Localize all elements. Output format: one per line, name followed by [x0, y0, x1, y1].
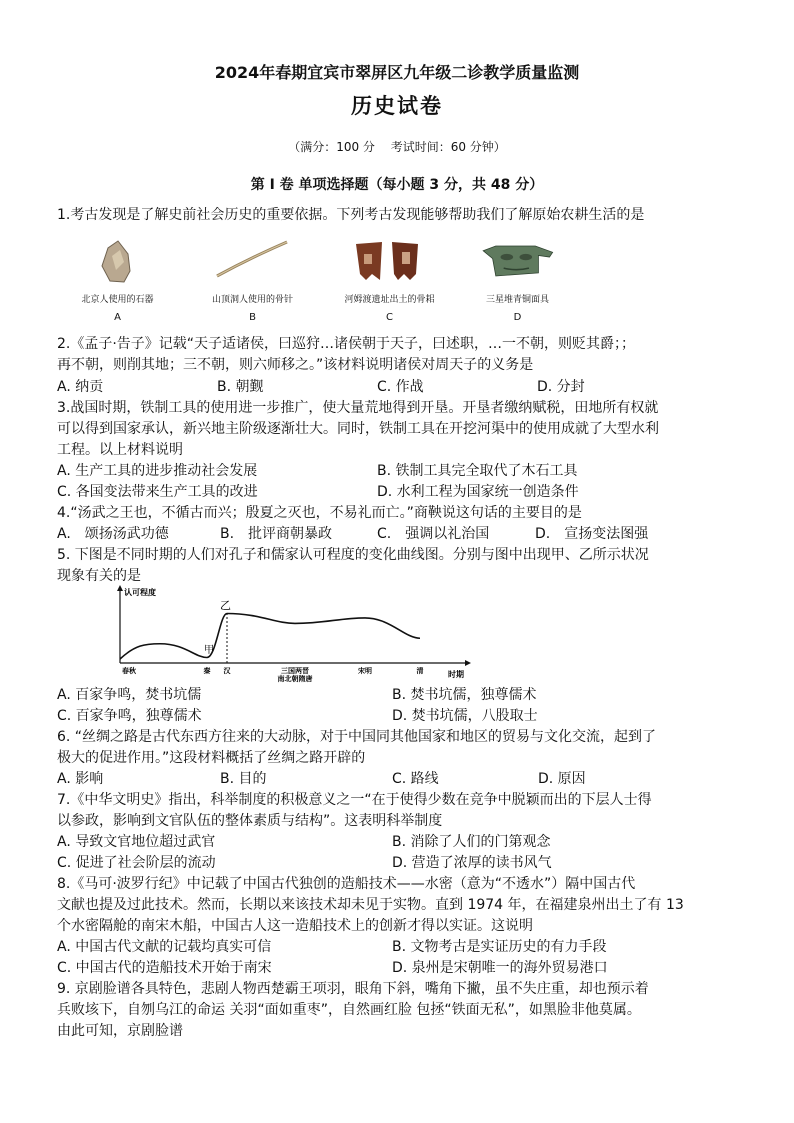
bronze-mask-image	[480, 236, 555, 286]
q3-option-c: C. 各国变法带来生产工具的改进	[57, 484, 258, 500]
q6-option-d: D. 原因	[538, 771, 586, 787]
x-tick-label: 春秋	[122, 667, 136, 675]
figure-caption: 河姆渡遗址出土的骨耜	[344, 295, 435, 305]
x-axis-arrow	[465, 660, 471, 666]
x-tick-label: 汉	[223, 667, 231, 675]
figure-a	[60, 236, 170, 326]
q2-line-1: 2.《孟子·告子》记载“天子适诸侯，曰巡狩…诸侯朝于天子，曰述职，…一不朝，则贬其爵；；	[57, 336, 636, 352]
q8-option-b: B. 文物考古是实证历史的有力手段	[392, 939, 607, 955]
q2-option-b: B. 朝觐	[217, 379, 264, 395]
figure-d	[460, 236, 570, 326]
q8-option-d: D. 泉州是宋朝唯一的海外贸易港口	[392, 960, 608, 976]
q6-line-2: 极大的促进作用。”这段材料概括了丝绸之路开辟的	[57, 750, 366, 766]
section-heading: 第 I 卷 单项选择题（每小题 3 分，共 48 分）	[250, 177, 544, 193]
q3-line-1: 3.战国时期，铁制工具的使用进一步推广，使大量荒地得到开垦。开垦者缴纳赋税，田地所有权就	[57, 400, 659, 416]
q7-option-c: C. 促进了社会阶层的流动	[57, 855, 216, 871]
q7-line-2: 以参政，影响到文官队伍的整体素质与结构”。这表明科举制度	[57, 813, 443, 829]
exam-meta: （满分：100 分 考试时间：60 分钟）	[288, 140, 506, 154]
q2-option-c: C. 作战	[377, 379, 424, 395]
q8-option-c: C. 中国古代的造船技术开始于南宋	[57, 960, 272, 976]
figure-letter: B	[249, 312, 256, 323]
subject-title: 历史试卷	[351, 93, 443, 118]
figure-caption: 山顶洞人使用的骨针	[211, 295, 293, 305]
x-tick-label: 秦	[203, 667, 211, 675]
figure-letter: A	[114, 312, 121, 323]
q8-line-3: 个水密隔舱的南宋木船，中国古人这一造船技术上的创新才得以实证。这说明	[57, 918, 533, 934]
q4-stem: 4.“汤武之王也，不循古而兴；殷夏之灭也，不易礼而亡。”商鞅说这句话的主要目的是	[57, 505, 582, 521]
figure-letter: D	[513, 312, 522, 323]
q1-figures	[60, 236, 580, 326]
q5-option-b: B. 焚书坑儒，独尊儒术	[392, 687, 537, 703]
q5-option-a: A. 百家争鸣，焚书坑儒	[57, 687, 202, 703]
figure-c	[332, 236, 442, 326]
q4-option-a: A. 颂扬汤武功德	[57, 526, 169, 542]
q3-option-a: A. 生产工具的进步推动社会发展	[57, 463, 258, 479]
q4-option-d: D. 宣扬变法图强	[535, 526, 649, 542]
q2-option-a: A. 纳贡	[57, 379, 104, 395]
recognition-chart	[100, 585, 480, 685]
annotation-yi: 乙	[220, 599, 231, 612]
q9-line-1: 9. 京剧脸谱各具特色，悲剧人物西楚霸王项羽，眼角下斜，嘴角下撇，虽不失庄重，却也预示着	[57, 981, 649, 997]
q5-option-c: C. 百家争鸣，独尊儒术	[57, 708, 202, 724]
q7-option-a: A. 导致文官地位超过武官	[57, 834, 216, 850]
q2-option-d: D. 分封	[537, 379, 585, 395]
q2-line-2: 再不朝，则削其地；三不朝，则六师移之。”该材料说明诸侯对周天子的义务是	[57, 357, 534, 373]
bone-needle-image	[215, 236, 290, 286]
q3-line-3: 工程。以上材料说明	[57, 442, 183, 458]
figure-caption: 北京人使用的石器	[81, 295, 154, 305]
bone-spade-image	[352, 236, 427, 286]
q8-line-2: 文献也提及过此技术。然而，长期以来该技术却未见于实物。直到 1974 年，在福建泉州出土了有 13	[57, 897, 684, 913]
q7-option-d: D. 营造了浓厚的读书风气	[392, 855, 552, 871]
q3-option-b: B. 铁制工具完全取代了木石工具	[377, 463, 578, 479]
q7-line-1: 7.《中华文明史》指出，科举制度的积极意义之一“在于使得少数在竞争中脱颖而出的下层人士得	[57, 792, 652, 808]
figure-caption: 三星堆青铜面具	[485, 295, 549, 305]
q9-line-2: 兵败垓下，自刎乌江的命运 关羽“面如重枣”，自然画红脸 包拯“铁面无私”，如黑脸非他莫属。	[57, 1002, 641, 1018]
q8-line-1: 8.《马可·波罗行纪》中记载了中国古代独创的造船技术——水密（意为“不透水”）隔中国古代	[57, 876, 636, 892]
x-tick-labels	[122, 666, 424, 683]
q5-option-d: D. 焚书坑儒，八股取士	[392, 708, 538, 724]
figure-b	[195, 236, 305, 326]
q4-option-b: B. 批评商朝暴政	[220, 526, 333, 542]
x-tick-label: 清	[416, 667, 424, 675]
q3-option-d: D. 水利工程为国家统一创造条件	[377, 484, 579, 500]
q1-stem: 1.考古发现是了解史前社会历史的重要依据。下列考古发现能够帮助我们了解原始农耕生活的是	[57, 207, 645, 223]
q6-option-a: A. 影响	[57, 771, 104, 787]
x-tick-label: 宋明	[358, 667, 372, 675]
q5-line-1: 5. 下图是不同时期的人们对孔子和儒家认可程度的变化曲线图。分别与图中出现甲、乙所示状况	[57, 547, 649, 563]
x-axis-label: 时期	[448, 670, 464, 679]
recognition-curve	[120, 614, 420, 660]
figure-letter: C	[386, 312, 393, 323]
y-axis-label: 认可程度	[124, 588, 156, 597]
y-axis-arrow	[117, 585, 123, 591]
q6-option-b: B. 目的	[220, 771, 267, 787]
q5-line-2: 现象有关的是	[57, 568, 141, 584]
q8-option-a: A. 中国古代文献的记载均真实可信	[57, 939, 272, 955]
q6-line-1: 6. “丝绸之路是古代东西方往来的大动脉，对于中国同其他国家和地区的贸易与文化交流，起到了	[57, 729, 657, 745]
q3-line-2: 可以得到国家承认，新兴地主阶级逐渐壮大。同时，铁制工具在开挖河渠中的使用成就了大型水利	[57, 421, 659, 437]
stone-tool-image	[80, 236, 155, 286]
q6-option-c: C. 路线	[392, 771, 439, 787]
x-tick-label: 三国两晋南北朝隋唐	[277, 667, 313, 683]
exam-title: 2024年春期宜宾市翠屏区九年级二诊教学质量监测	[214, 63, 580, 82]
q4-option-c: C. 强调以礼治国	[377, 526, 490, 542]
annotation-jia: 甲	[204, 645, 214, 656]
q9-line-3: 由此可知，京剧脸谱	[57, 1023, 183, 1039]
q7-option-b: B. 消除了人们的门第观念	[392, 834, 551, 850]
